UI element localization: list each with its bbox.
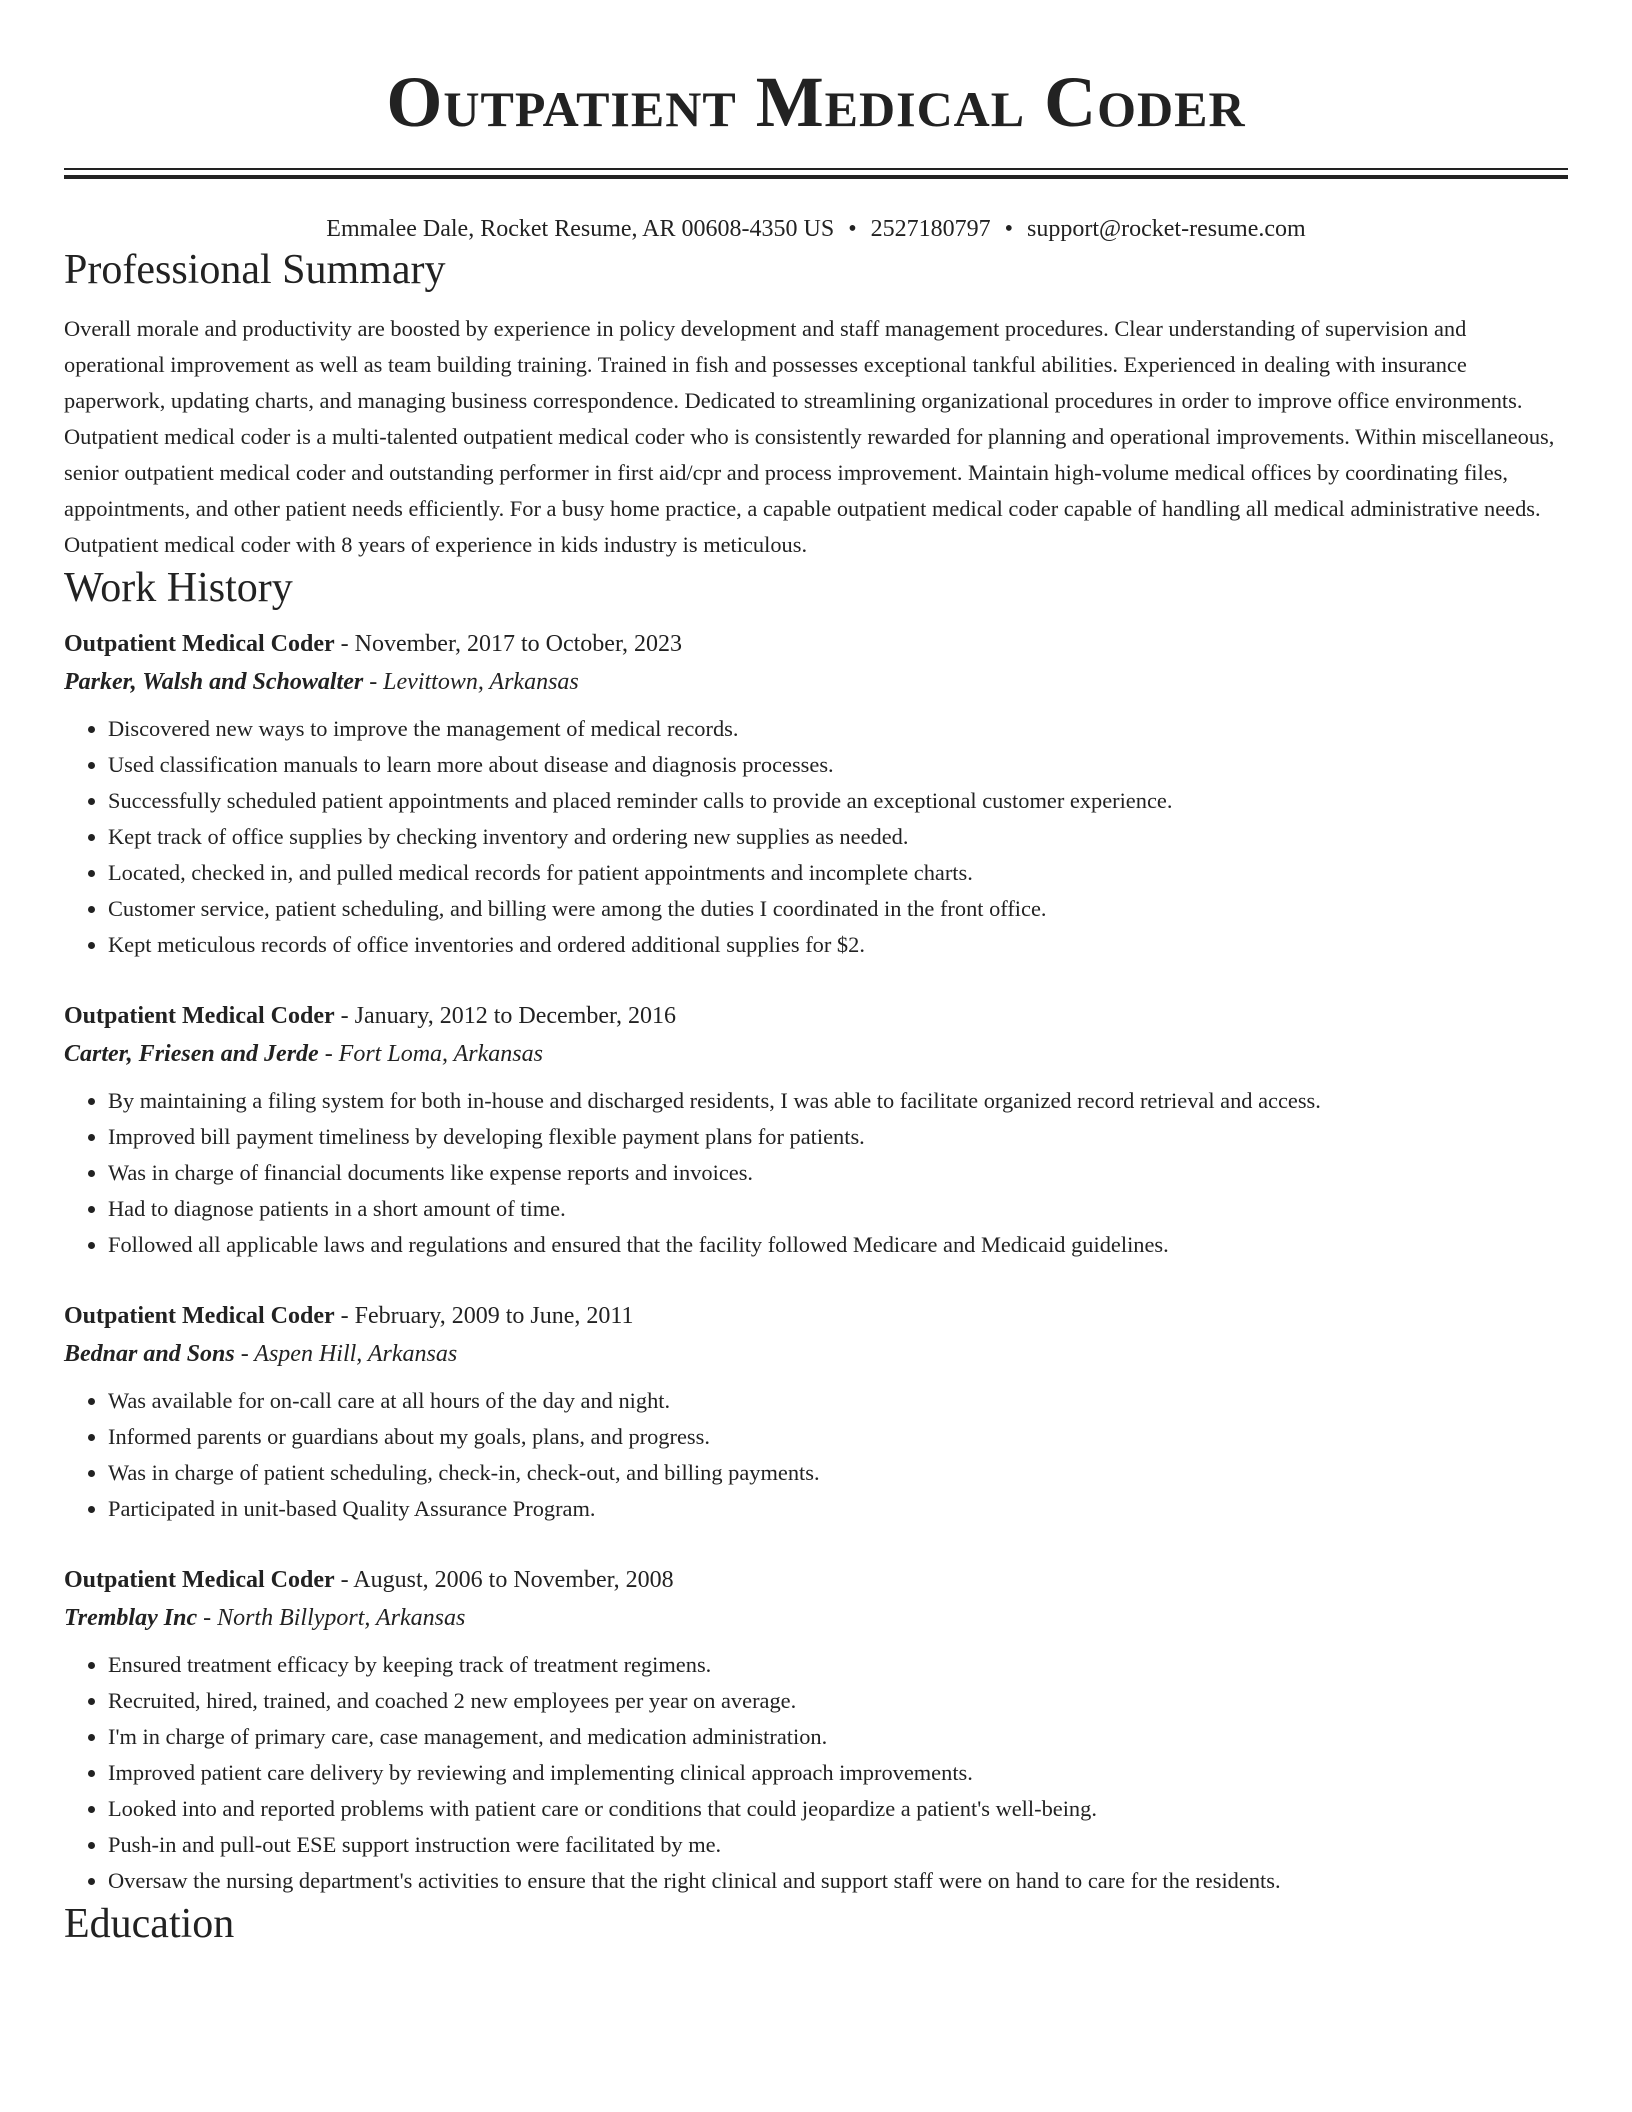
duty-item: • Push-in and pull-out ESE support instruction were facilitated by me.: [108, 1827, 1568, 1863]
duty-item: • Customer service, patient scheduling, and billing were among the duties I coordinated in the front office.: [108, 891, 1568, 927]
job-title-line: [64, 1297, 1568, 1335]
duty-item: • Oversaw the nursing department's activities to ensure that the right clinical and support staff were on hand to care for the residents.: [108, 1863, 1568, 1899]
employer-location: - North Billyport, Arkansas: [197, 1605, 466, 1631]
job-entry: [64, 625, 1568, 963]
duty-item: • Used classification manuals to learn more about disease and diagnosis processes.: [108, 747, 1568, 783]
duty-item: • Recruited, hired, trained, and coached 2 new employees per year on average.: [108, 1683, 1568, 1719]
employer-location: - Levittown, Arkansas: [363, 669, 579, 695]
contact-email: support@rocket-resume.com: [1027, 216, 1306, 242]
employer-line: [64, 1035, 1568, 1073]
job-title: Outpatient Medical Coder: [64, 1567, 335, 1593]
contact-address: Emmalee Dale, Rocket Resume, AR 00608-4350 US: [326, 216, 835, 242]
duty-item: • Kept meticulous records of office inventories and ordered additional supplies for $2.: [108, 927, 1568, 963]
duty-item: • Participated in unit-based Quality Assurance Program.: [108, 1491, 1568, 1527]
employer-name: Bednar and Sons: [64, 1341, 235, 1367]
duty-item: • Was in charge of financial documents like expense reports and invoices.: [108, 1155, 1568, 1191]
duty-item: • Ensured treatment efficacy by keeping track of treatment regimens.: [108, 1647, 1568, 1683]
title-divider-bottom: [64, 175, 1568, 179]
job-title: Outpatient Medical Coder: [64, 1303, 335, 1329]
contact-phone: 2527180797: [870, 216, 991, 242]
duty-item: • Improved bill payment timeliness by developing flexible payment plans for patients.: [108, 1119, 1568, 1155]
resume-title: Outpatient Medical Coder: [386, 62, 1246, 142]
duty-list: [64, 1083, 1568, 1263]
duty-item: • Successfully scheduled patient appointments and placed reminder calls to provide an exceptional customer experience.: [108, 783, 1568, 819]
job-title-line: [64, 1561, 1568, 1599]
job-dates: - January, 2012 to December, 2016: [334, 1003, 677, 1029]
duty-item: • Was available for on-call care at all hours of the day and night.: [108, 1383, 1568, 1419]
title-divider-top: [64, 168, 1568, 170]
job-dates: - February, 2009 to June, 2011: [334, 1303, 634, 1329]
job-title: Outpatient Medical Coder: [64, 631, 335, 657]
duty-item: • Followed all applicable laws and regulations and ensured that the facility followed Medicare and Medicaid guidelines.: [108, 1227, 1568, 1263]
job-entry: [64, 1297, 1568, 1527]
work-history-list: [64, 625, 1568, 1899]
job-dates: - August, 2006 to November, 2008: [334, 1567, 674, 1593]
resume-page: [64, 0, 1568, 1949]
contact-separator: •: [848, 216, 857, 242]
duty-item: • Looked into and reported problems with patient care or conditions that could jeopardize a patient's well-being.: [108, 1791, 1568, 1827]
contact-separator: •: [1004, 216, 1014, 242]
duty-list: [64, 711, 1568, 963]
employer-name: Carter, Friesen and Jerde: [64, 1041, 319, 1067]
duty-item: • Informed parents or guardians about my goals, plans, and progress.: [108, 1419, 1568, 1455]
summary-heading: Professional Summary: [64, 247, 446, 293]
job-title-line: [64, 997, 1568, 1035]
duty-list: [64, 1647, 1568, 1899]
duty-item: • Kept track of office supplies by checking inventory and ordering new supplies as needed.: [108, 819, 1568, 855]
education-heading: Education: [64, 1901, 235, 1947]
duty-list: [64, 1383, 1568, 1527]
employer-line: [64, 663, 1568, 701]
job-title-line: [64, 625, 1568, 663]
duty-item: • I'm in charge of primary care, case management, and medication administration.: [108, 1719, 1568, 1755]
job-entry: [64, 997, 1568, 1263]
work-history-heading: Work History: [64, 565, 293, 611]
duty-item: • Had to diagnose patients in a short amount of time.: [108, 1191, 1568, 1227]
employer-name: Parker, Walsh and Schowalter: [64, 669, 364, 695]
duty-item: • Improved patient care delivery by reviewing and implementing clinical approach improvements.: [108, 1755, 1568, 1791]
job-title: Outpatient Medical Coder: [64, 1003, 335, 1029]
duty-item: • By maintaining a filing system for both in-house and discharged residents, I was able to facilitate organized record retrieval and access.: [108, 1083, 1568, 1119]
summary-text: Overall morale and productivity are boosted by experience in policy development and staff management procedures. Clear understanding of supervision and operational improvement as well as team building training. Trained in fish and possesses exceptional tankful abilities. Experienced in dealing with insurance paperwork, updating charts, and managing business correspondence. Dedicated to streamlining organizational procedures in order to improve office environments. Outpatient medical coder is a multi-talented outpatient medical coder who is consistently rewarded for planning and operational improvements. Within miscellaneous, senior outpatient medical coder and outstanding performer in first aid/cpr and process improvement. Maintain high-volume medical offices by coordinating files, appointments, and other patient needs efficiently. For a busy home practice, a capable outpatient medical coder capable of handling all medical administrative needs. Outpatient medical coder with 8 years of experience in kids industry is meticulous.: [64, 316, 1555, 557]
job-dates: - November, 2017 to October, 2023: [334, 631, 682, 657]
duty-item: • Discovered new ways to improve the management of medical records.: [108, 711, 1568, 747]
employer-line: [64, 1599, 1568, 1637]
contact-line: [64, 213, 1568, 245]
duty-item: • Was in charge of patient scheduling, check-in, check-out, and billing payments.: [108, 1455, 1568, 1491]
job-entry: [64, 1561, 1568, 1899]
employer-location: - Aspen Hill, Arkansas: [234, 1341, 458, 1367]
duty-item: • Located, checked in, and pulled medical records for patient appointments and incomplete charts.: [108, 855, 1568, 891]
employer-location: - Fort Loma, Arkansas: [318, 1041, 543, 1067]
employer-name: Tremblay Inc: [64, 1605, 198, 1631]
employer-line: [64, 1335, 1568, 1373]
